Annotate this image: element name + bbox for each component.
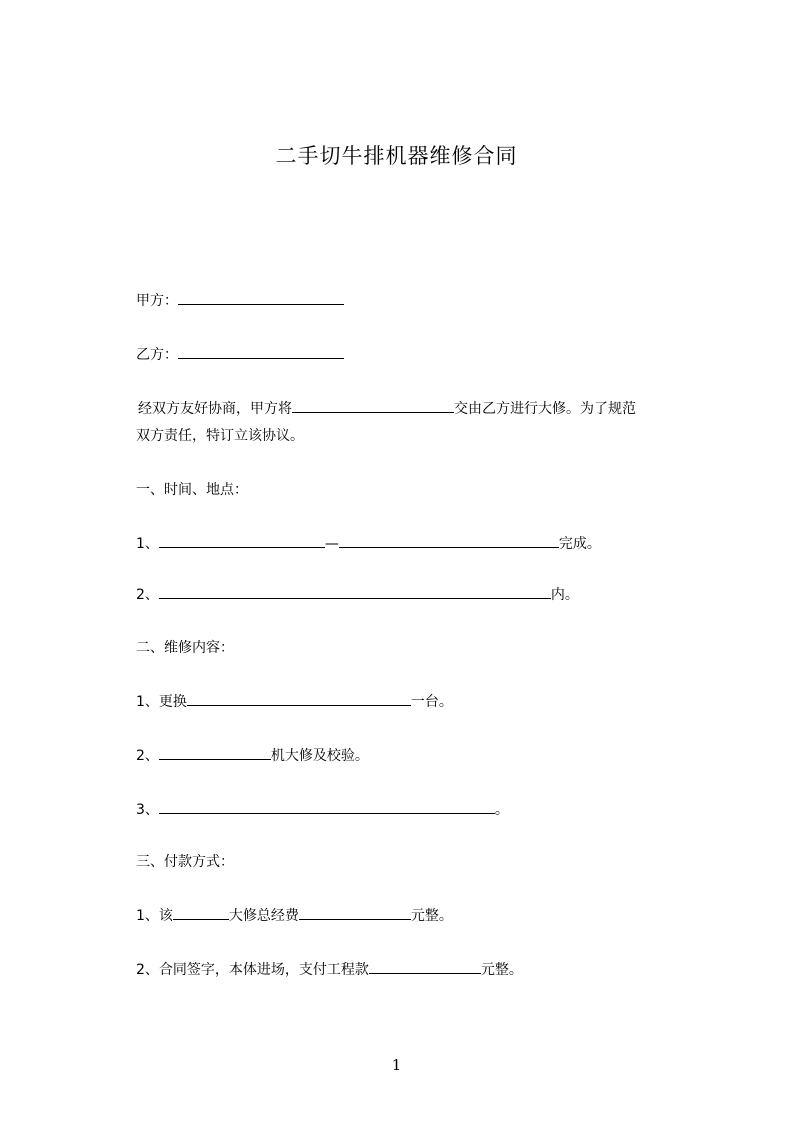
- section-3-item-1: [136, 905, 453, 926]
- machine-name-blank[interactable]: [159, 745, 271, 760]
- replace-part-blank[interactable]: [187, 691, 411, 706]
- s2-item2-prefix: 2、: [136, 748, 159, 764]
- s2-item3-prefix: 3、: [136, 802, 159, 818]
- s1-item1-prefix: 1、: [136, 536, 159, 552]
- s2-item1-prefix: 1、更换: [136, 694, 187, 710]
- payment-amount-blank[interactable]: [369, 959, 481, 974]
- s3-item1-middle: 大修总经费: [228, 908, 299, 924]
- party-b-label: 乙方：: [136, 347, 178, 363]
- start-time-blank[interactable]: [159, 533, 325, 548]
- party-a-line: [136, 290, 344, 311]
- s1-item2-prefix: 2、: [136, 587, 159, 603]
- equipment-short-blank[interactable]: [173, 905, 229, 920]
- intro-line-2: [136, 426, 304, 446]
- end-time-blank[interactable]: [339, 533, 559, 548]
- section-3-item-2: [136, 959, 523, 980]
- s2-item3-suffix: 。: [494, 802, 509, 818]
- section-1-item-2: [136, 584, 579, 605]
- party-b-blank[interactable]: [178, 344, 344, 359]
- location-blank[interactable]: [159, 584, 551, 599]
- s2-item1-suffix: 一台。: [410, 694, 453, 710]
- s3-item1-prefix: 1、该: [136, 908, 173, 924]
- s3-item2-prefix: 2、合同签字，本体进场，支付工程款: [136, 962, 369, 978]
- total-fee-blank[interactable]: [299, 905, 411, 920]
- party-a-blank[interactable]: [178, 290, 344, 305]
- party-a-label: 甲方：: [136, 293, 178, 309]
- s2-item2-suffix: 机大修及校验。: [270, 748, 369, 764]
- intro-line-1: [138, 398, 636, 419]
- page-number: 1: [391, 1056, 402, 1074]
- document-title: 二手切牛排机器维修合同: [275, 144, 518, 168]
- section-3-heading: 三、付款方式：: [136, 854, 234, 870]
- s1-item1-suffix: 完成。: [558, 536, 601, 552]
- intro-text-1: 经双方友好协商，甲方将: [138, 401, 292, 417]
- other-content-blank[interactable]: [159, 799, 495, 814]
- party-b-line: [136, 344, 344, 365]
- equipment-blank[interactable]: [292, 398, 454, 413]
- s3-item1-suffix: 元整。: [410, 908, 453, 924]
- section-2-heading: 二、维修内容：: [136, 640, 234, 656]
- intro-text-3: 双方责任，特订立该协议。: [136, 428, 304, 444]
- section-2-item-2: [136, 745, 369, 766]
- section-2-item-1: [136, 691, 453, 712]
- section-1-item-1: [136, 533, 601, 554]
- intro-text-2: 交由乙方进行大修。为了规范: [454, 401, 636, 417]
- s3-item2-suffix: 元整。: [480, 962, 523, 978]
- s1-item1-dash: —: [324, 536, 339, 552]
- section-1-heading: 一、时间、地点：: [136, 482, 248, 498]
- section-2-item-3: [136, 799, 509, 820]
- s1-item2-suffix: 内。: [550, 587, 579, 603]
